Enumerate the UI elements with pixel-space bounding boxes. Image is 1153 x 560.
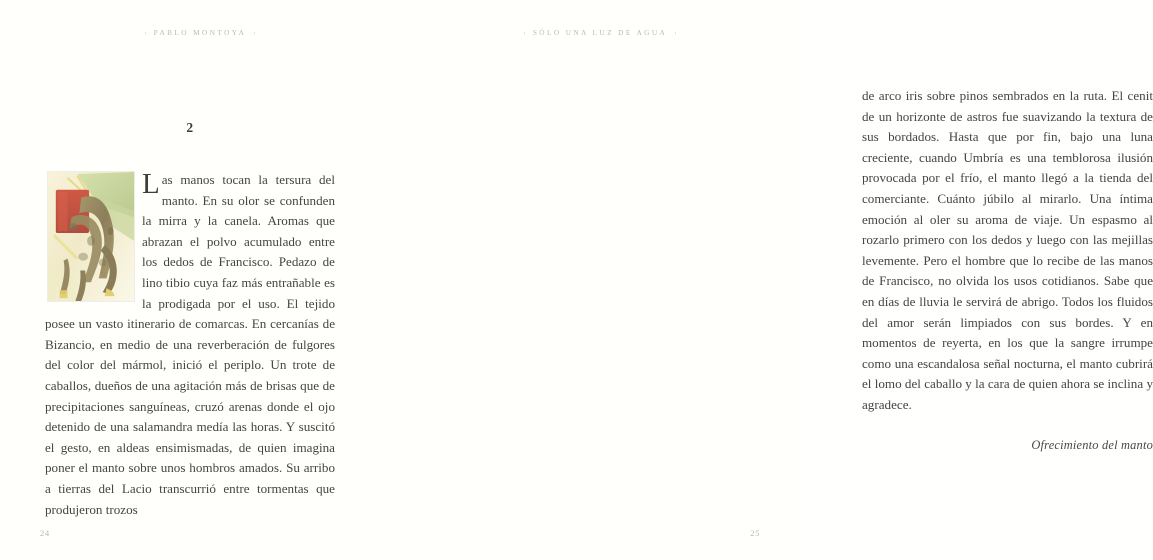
left-folio: 24 xyxy=(40,528,50,538)
ornament-left-icon: ‹ xyxy=(523,28,526,37)
left-running-head-text: PABLO MONTOYA xyxy=(153,28,247,37)
left-page xyxy=(0,0,400,560)
left-running-head xyxy=(0,28,400,37)
left-paragraph-text: as manos tocan la tersura del manto. En su olor se confunden la mirra y la canela. Aromas que abrazan el polvo acumulado entre los dedos de Francisco. Pedazo de lino tibio cuya faz más entrañable es la prodigada por el uso. El tejido posee un vasto itinerario de comarcas. En cercanías de Bizancio, en medio de una reverberación de fulgores del color del mármol, inició el periplo. Un trote de caballos, dueños de una agitación más de brisas que de precipitaciones sanguíneas, cruzó arenas donde el ojo detenido de una salamandra medía las horas. Y suscitó el gesto, en aldeas ensimismadas, de quien imagina poner el manto sobre unos hombros amados. Su arribo a tierras del Lacio transcurrió entre tormentas que produjeron trozos xyxy=(45,172,335,517)
right-running-head xyxy=(400,28,800,37)
left-body-text xyxy=(45,170,335,520)
right-folio: 25 xyxy=(750,528,760,538)
ornament-right-icon: › xyxy=(674,28,677,37)
right-paragraph: de arco iris sobre pinos sembrados en la ruta. El cenit de un horizonte de astros fue suavizando la textura de sus bordados. Hasta que por fin, bajo una luna creciente, cuando Umbría es una temblorosa ilusión provocada por el frío, el manto llegó a la tienda del comerciante. Cuánto júbilo al mirarlo. Una íntima emoción al oler su aroma de viaje. Un espasmo al rozarlo primero con los dedos y luego con las mejillas levemente. Pero el hombre que lo recibe de las manos de Francisco, no olvida los usos cotidianos. Sabe que en días de lluvia le servirá de abrigo. Todos los fluidos del amor serán limpiados con sus bordes. Y en momentos de reyerta, en los que la sangre irrumpe como una escandalosa señal nocturna, el manto cubrirá el lomo del caballo y la cara de quien ahora se inclina y agradece. xyxy=(862,88,1153,412)
right-body-text xyxy=(862,86,1153,455)
right-page xyxy=(400,0,1153,560)
ornament-left-icon: ‹ xyxy=(144,28,147,37)
chapter-number: 2 xyxy=(186,120,194,135)
attribution-line: Ofrecimiento del manto xyxy=(1031,437,1153,452)
right-running-head-text: SÓLO UNA LUZ DE AGUA xyxy=(532,28,668,37)
ornament-right-icon: › xyxy=(253,28,256,37)
drop-cap: L xyxy=(142,168,160,200)
illustration-wrap-spacer xyxy=(45,170,142,304)
